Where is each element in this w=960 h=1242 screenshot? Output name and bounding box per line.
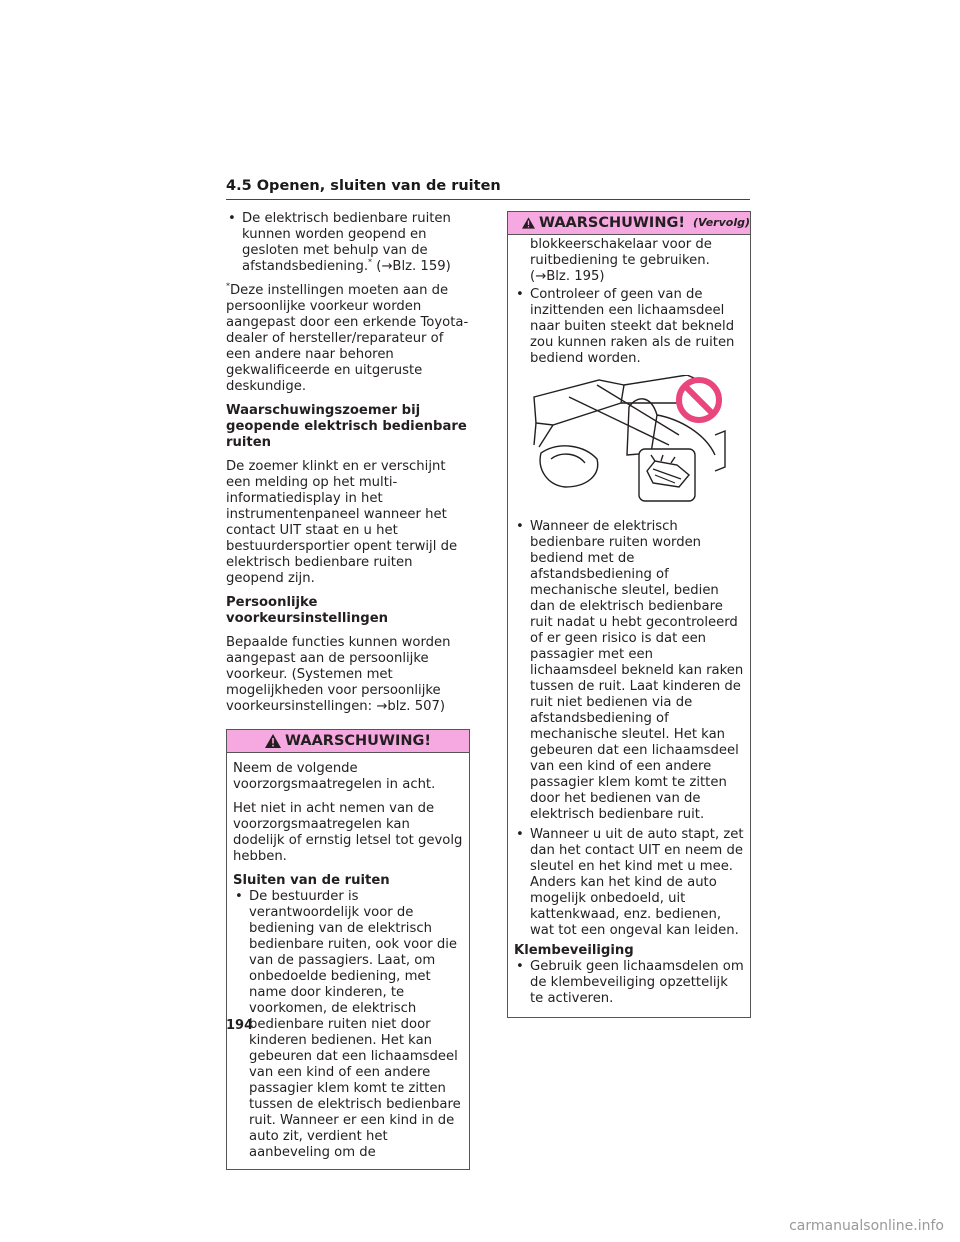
prohibition-icon: [679, 380, 719, 420]
warning-title: WAARSCHUWING!: [538, 215, 685, 231]
list-item: • Wanneer de elektrisch bedienbare ruiten worden bediend met de afstandsbediening of mechanische sleutel, bedien dan de elektrisch bedienbare ruit nadat u hebt gecontroleerd of er geen risico is dat een passagier met een lichaamsdeel bekneld kan raken tussen de ruit. Laat kinderen de ruit niet bedienen via de afstandsbediening of mechanische sleutel. Het kan gebeuren dat een lichaamsdeel van een kind of een andere passagier klem komt te zitten door het bedienen van de elektrisch bedienbare ruit.: [514, 519, 744, 823]
bullet-text: De elektrisch bedienbare ruiten kunnen worden geopend en gesloten met behulp van de afstandsbediening.: [242, 211, 451, 274]
list-item: • Controleer of geen van de inzittenden een lichaamsdeel naar buiten steekt dat bekneld zou kunnen raken als de ruiten bediend worden.: [514, 287, 744, 367]
paragraph-personal-settings: Bepaalde functies kunnen worden aangepast aan de persoonlijke voorkeur. (Systemen met mogelijkheden voor persoonlijke voorkeursinstellingen: →blz. 507): [226, 635, 451, 714]
warning-paragraph: Neem de volgende voorzorgsmaatregelen in acht.: [233, 761, 436, 792]
warning-header: [227, 730, 469, 753]
warning-box: [226, 729, 470, 1170]
list-item: • Wanneer u uit de auto stapt, zet dan het contact UIT en neem de sleutel en het kind met u mee. Anders kan het kind de auto mogelijk onbedoeld, uit kattenkwaad, enz. bedienen, wat tot een ongeval kan leiden.: [514, 827, 744, 939]
footnote-marker: *: [368, 257, 373, 267]
warning-body: [227, 753, 469, 1169]
car-window-illustration: [529, 375, 729, 505]
paragraph-buzzer: De zoemer klinkt en er verschijnt een melding op het multi-informatiedisplay in het instrumentenpaneel wanneer het contact UIT staat en u het bestuurdersportier opent terwijl de elektrisch bedienbare ruiten geopend zijn.: [226, 459, 458, 586]
continued-label: (Vervolg): [692, 216, 750, 229]
warning-header: [508, 212, 750, 235]
warning-subheading: Klembeveiliging: [514, 943, 634, 958]
page-number: 194: [226, 1018, 254, 1033]
warning-triangle-icon: [265, 734, 281, 748]
list-item: • Gebruik geen lichaamsdelen om de klembeveiliging opzettelijk te activeren.: [514, 959, 744, 1007]
warning-continued-text: blokkeerschakelaar voor de ruitbediening te gebruiken. (→Blz. 195): [530, 237, 712, 284]
warning-paragraph: Het niet in acht nemen van de voorzorgsmaatregelen kan dodelijk of ernstig letsel tot gevolg hebben.: [233, 801, 463, 864]
warning-box-continued: [507, 211, 751, 1018]
list-item: • De bestuurder is verantwoordelijk voor de bediening van de elektrisch bedienbare ruiten, ook voor die van de passagiers. Laat, om onbedoelde bediening, met name door kinderen, te voorkomen, de elektrisch bedienbare ruiten niet door kinderen bedienen. Het kan gebeuren dat een lichaamsdeel van een kind of een andere passagier klem komt te zitten tussen de elektrisch bedienbare ruit. Wanneer er een kind in de auto zit, verdient het aanbeveling om de: [233, 889, 463, 1161]
heading-personal-settings: Persoonlijke voorkeursinstellingen: [226, 595, 389, 626]
warning-body: [508, 235, 750, 1017]
heading-buzzer: Waarschuwingszoemer bij geopende elektrisch bedienbare ruiten: [226, 403, 467, 450]
header-rule: [226, 199, 750, 200]
list-item: [226, 211, 470, 275]
left-column: [226, 211, 470, 1170]
warning-triangle-icon: [522, 216, 535, 230]
page-reference: (→Blz. 159): [372, 259, 451, 274]
footnote-marker: *: [226, 281, 230, 291]
right-column: [507, 211, 751, 1018]
footnote-text: Deze instellingen moeten aan de persoonlijke voorkeur worden aangepast door een erkende Toyota-dealer of hersteller/reparateur of een andere naar behoren gekwalificeerde en uitgeruste deskundige.: [226, 283, 469, 394]
warning-subheading: Sluiten van de ruiten: [233, 873, 390, 888]
section-title: 4.5 Openen, sluiten van de ruiten: [226, 178, 501, 194]
footnote: [226, 283, 470, 395]
warning-title: WAARSCHUWING!: [285, 733, 431, 749]
footer-watermark: carmanualsonline.info: [789, 1218, 944, 1234]
